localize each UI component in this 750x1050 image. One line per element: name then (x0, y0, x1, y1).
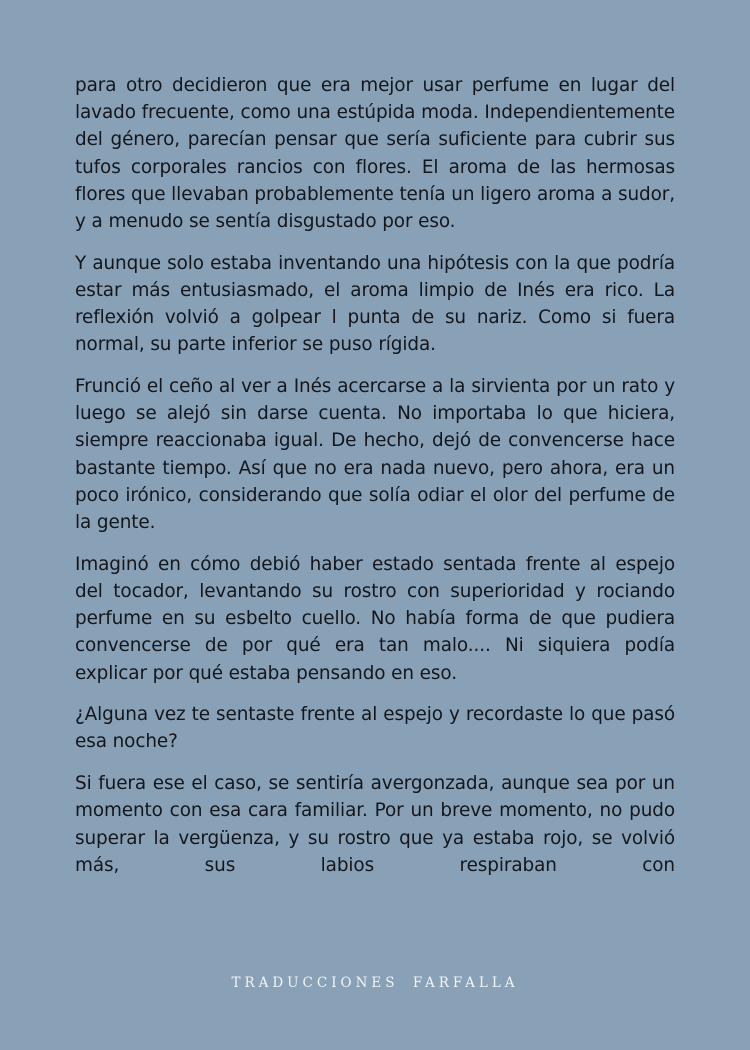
paragraph-5: ¿Alguna vez te sentaste frente al espejo y recordaste lo que pasó esa noche? (75, 704, 675, 753)
paragraph-2: Y aunque solo estaba inventando una hipótesis con la que podría estar más entusiasmado, el aroma limpio de Inés era rico. La reflexión volvió a golpear l punta de su nariz. Como si fuera normal, su parte inferior se puso rígida. (75, 252, 675, 356)
body-text (75, 72, 675, 893)
paragraph-3: Frunció el ceño al ver a Inés acercarse a la sirvienta por un rato y luego se alejó sin darse cuenta. No importaba lo que hiciera, siempre reaccionaba igual. De hecho, dejó de convencerse hace bastante tiempo. Así que no era nada nuevo, pero ahora, era un poco irónico, considerando que solía odiar el olor del perfume de la gente. (75, 376, 675, 534)
paragraph-4: Imaginó en cómo debió haber estado sentada frente al espejo del tocador, levantando su rostro con superioridad y rociando perfume en su esbelto cuello. No había forma de que pudiera convencerse de por qué era tan malo.... Ni siquiera podía explicar por qué estaba pensando en eso. (75, 553, 675, 684)
paragraph-1: para otro decidieron que era mejor usar perfume en lugar del lavado frecuente, como una estúpida moda. Independientemente del género, parecían pensar que sería suficiente para cubrir sus tufos corporales rancios con flores. El aroma de las hermosas flores que llevaban probablemente tenía un ligero aroma a sudor, y a menudo se sentía disgustado por eso. (75, 75, 675, 233)
footer-credit: TRADUCCIONES FARFALLA (231, 975, 519, 991)
paragraph-6: Si fuera ese el caso, se sentiría avergonzada, aunque sea por un momento con esa cara familiar. Por un breve momento, no pudo superar la vergüenza, y su rostro que ya estaba rojo, se volvió más, sus labios respiraban con (75, 773, 675, 876)
